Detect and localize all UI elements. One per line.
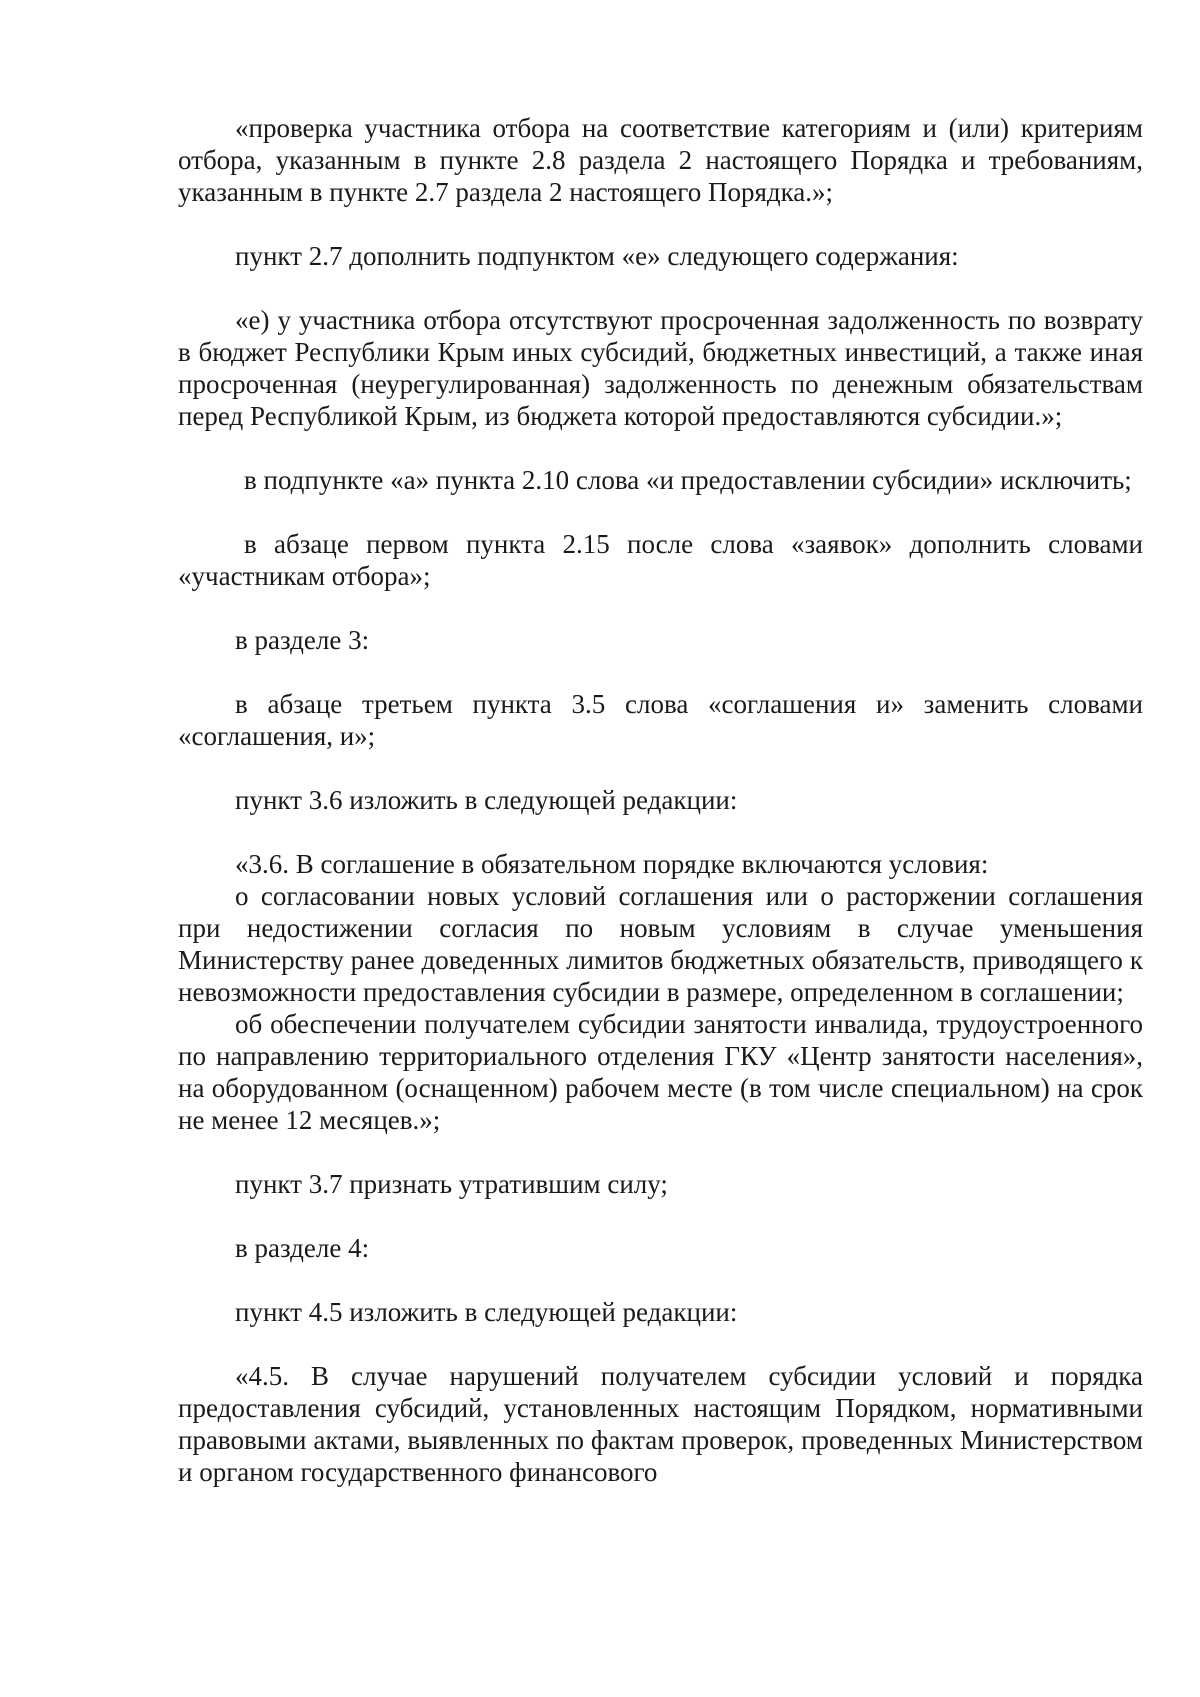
paragraph-section-4: в разделе 4: (235, 1233, 370, 1263)
paragraph-subitem-e: «е) у участника отбора отсутствуют просроченная задолженность по возврату в бюджет Республики Крым иных субсидий, бюджетных инвестиций, а также иная просроченная (неурегулированная) задолженность по денежным обязательствам перед Республикой Крым, из бюджета которой предоставляются субсидии.»; (178, 305, 1143, 431)
paragraph-section-3: в разделе 3: (235, 625, 370, 655)
paragraph-check-participant: «проверка участника отбора на соответствие категориям и (или) критериям отбора, указанным в пункте 2.8 раздела 2 настоящего Порядка и требованиям, указанным в пункте 2.7 раздела 2 настоящего Порядка.»; (178, 113, 1143, 207)
paragraph-item-3-5: в абзаце третьем пункта 3.5 слова «соглашения и» заменить словами «соглашения, и»; (178, 689, 1143, 751)
paragraph-item-2-15: в абзаце первом пункта 2.15 после слова «заявок» дополнить словами «участникам отбора»; (178, 529, 1143, 591)
paragraph-3-6-condition-1: о согласовании новых условий соглашения или о расторжении соглашения при недостижении согласия по новым условиям в случае уменьшения Министерству ранее доведенных лимитов бюджетных обязательств, приводящего к невозможности предоставления субсидии в размере, определенном в соглашении; (178, 881, 1143, 1007)
paragraph-item-3-7: пункт 3.7 признать утратившим силу; (235, 1169, 668, 1199)
paragraph-item-4-5: пункт 4.5 изложить в следующей редакции: (235, 1297, 738, 1327)
paragraph-3-6-intro: «3.6. В соглашение в обязательном порядке включаются условия: (235, 849, 989, 879)
paragraph-item-2-10: в подпункте «а» пункта 2.10 слова «и предоставлении субсидии» исключить; (244, 465, 1132, 495)
paragraph-4-5-text: «4.5. В случае нарушений получателем субсидии условий и порядка предоставления субсидий, установленных настоящим Порядком, нормативными правовыми актами, выявленных по фактам проверок, проведенных Министерством и органом государственного финансового (178, 1361, 1143, 1487)
paragraph-item-3-6: пункт 3.6 изложить в следующей редакции: (235, 785, 738, 815)
document-body (178, 112, 1143, 1488)
quoted-item-3-6 (178, 848, 1143, 1136)
paragraph-item-2-7: пункт 2.7 дополнить подпунктом «е» следующего содержания: (235, 241, 959, 271)
paragraph-3-6-condition-2: об обеспечении получателем субсидии занятости инвалида, трудоустроенного по направлению территориального отделения ГКУ «Центр занятости населения», на оборудованном (оснащенном) рабочем месте (в том числе специальном) на срок не менее 12 месяцев.»; (178, 1009, 1143, 1135)
